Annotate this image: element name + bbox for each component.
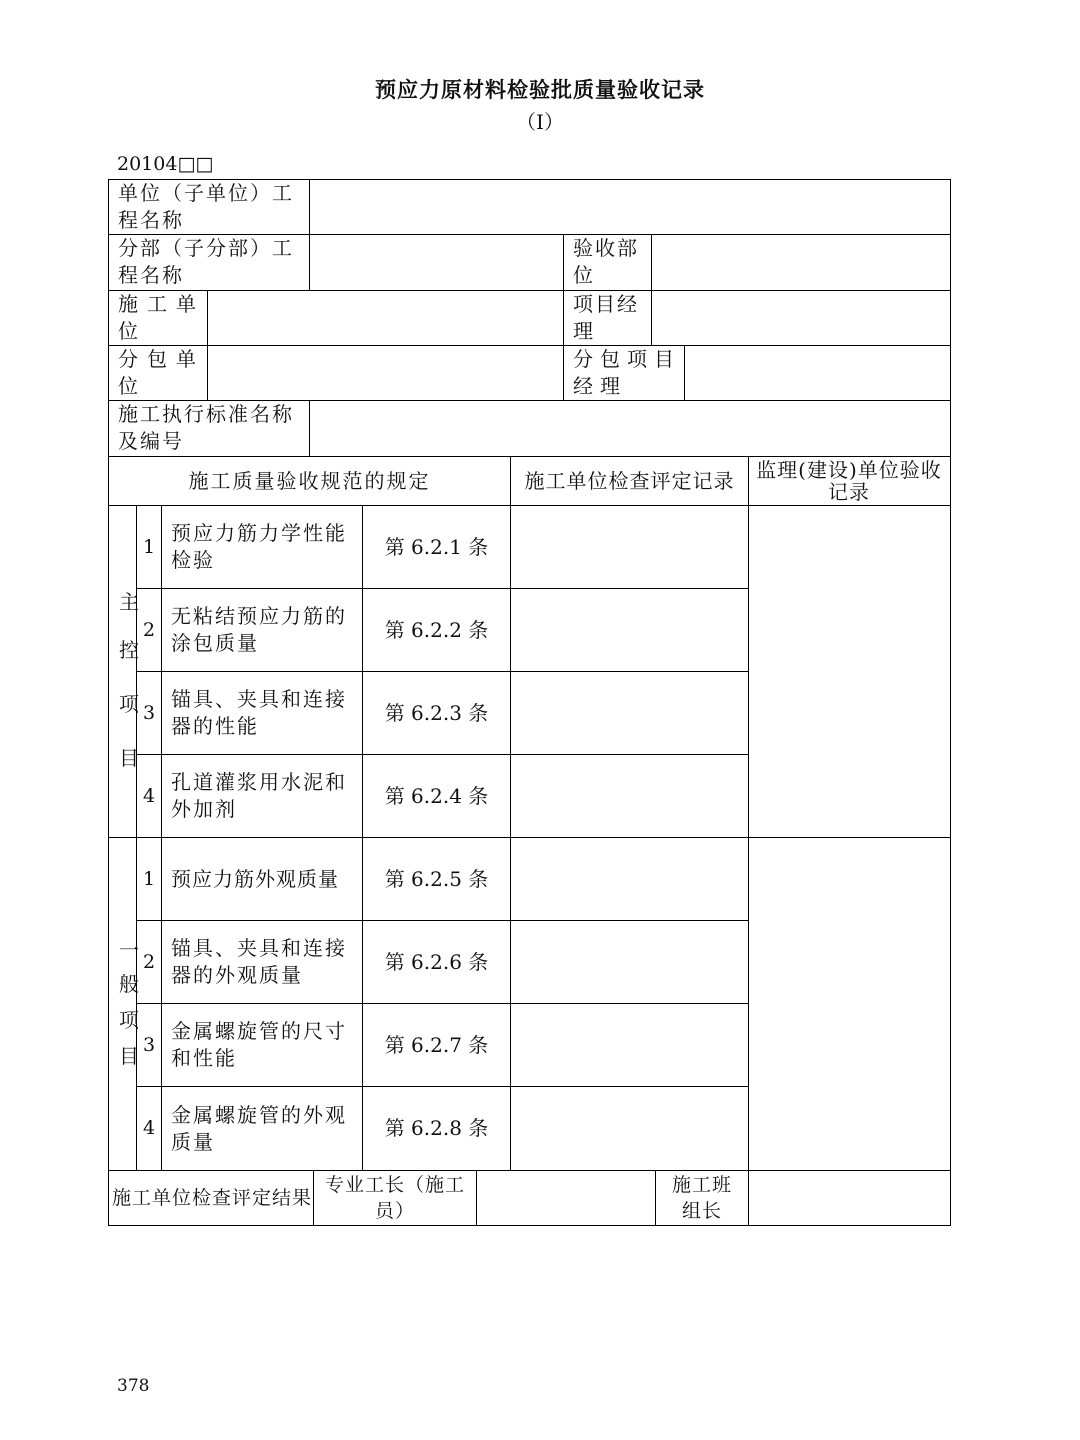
item-construction-record[interactable] [511,755,748,837]
item-construction-record[interactable] [511,672,748,754]
item-construction-record[interactable] [511,838,748,920]
item-name: 金属螺旋管的尺寸和性能 [171,1019,347,1070]
team-leader-value[interactable] [749,1171,950,1225]
spec-column-header: 施工质量验收规范的规定 [188,468,431,493]
page-number: 378 [117,1376,150,1396]
general-supervision-record[interactable] [749,838,950,1170]
sub-project-name-value[interactable] [310,235,562,289]
construction-unit-label: 施工单位 [118,292,205,343]
standard-name-value[interactable] [310,401,950,455]
item-construction-record[interactable] [511,506,748,588]
result-label: 施工单位检查评定结果 [112,1187,313,1209]
item-clause: 第 6.2.6 条 [384,949,489,974]
subcontract-manager-label: 分包项目经理 [573,347,681,398]
item-number: 4 [142,784,156,807]
subcontract-unit-label: 分包单位 [118,347,205,398]
sub-project-name-label: 分部（子分部）工程名称 [118,236,294,287]
supervision-record-header: 监理(建设)单位验收记录 [756,458,942,504]
construction-unit-value[interactable] [208,291,562,345]
subcontract-unit-value[interactable] [208,346,562,400]
item-number: 3 [142,1033,156,1056]
standard-name-label: 施工执行标准名称及编号 [118,402,294,453]
project-manager-value[interactable] [652,291,950,345]
team-leader-label: 施工班组长 [671,1174,732,1222]
item-clause: 第 6.2.7 条 [384,1032,489,1057]
unit-project-name-value[interactable] [310,180,950,234]
item-clause: 第 6.2.5 条 [384,866,489,891]
page-title: 预应力原材料检验批质量验收记录 [375,78,705,102]
acceptance-part-label: 验收部位 [573,236,639,287]
construction-record-header: 施工单位检查评定记录 [524,468,735,493]
item-clause: 第 6.2.2 条 [384,617,489,642]
item-number: 1 [142,867,156,890]
item-number: 3 [142,701,156,724]
item-construction-record[interactable] [511,589,748,671]
item-name: 锚具、夹具和连接器的外观质量 [171,936,347,987]
item-name: 金属螺旋管的外观质量 [171,1102,347,1154]
page-subtitle: （Ⅰ） [516,110,564,134]
item-number: 1 [142,535,156,558]
foreman-value[interactable] [477,1171,654,1225]
acceptance-part-value[interactable] [652,235,950,289]
item-number: 4 [142,1117,156,1139]
main-control-supervision-record[interactable] [749,506,950,837]
project-manager-label: 项目经理 [573,292,639,343]
item-clause: 第 6.2.3 条 [384,700,489,725]
item-name: 预应力筋力学性能检验 [171,521,347,572]
item-construction-record[interactable] [511,1087,748,1170]
item-number: 2 [142,950,156,973]
unit-project-name-label: 单位（子单位）工程名称 [118,181,294,232]
item-name: 预应力筋外观质量 [171,866,339,891]
item-number: 2 [142,618,156,641]
foreman-label: 专业工长（施工员） [324,1174,465,1222]
item-clause: 第 6.2.4 条 [384,783,489,808]
form-code: 20104□□ [117,153,214,175]
item-construction-record[interactable] [511,1004,748,1086]
item-clause: 第 6.2.1 条 [384,534,489,559]
item-name: 锚具、夹具和连接器的性能 [171,687,347,738]
item-construction-record[interactable] [511,921,748,1003]
subcontract-manager-value[interactable] [685,346,950,400]
item-name: 无粘结预应力筋的涂包质量 [171,604,347,655]
item-name: 孔道灌浆用水泥和外加剂 [171,770,347,821]
item-clause: 第 6.2.8 条 [384,1116,489,1140]
